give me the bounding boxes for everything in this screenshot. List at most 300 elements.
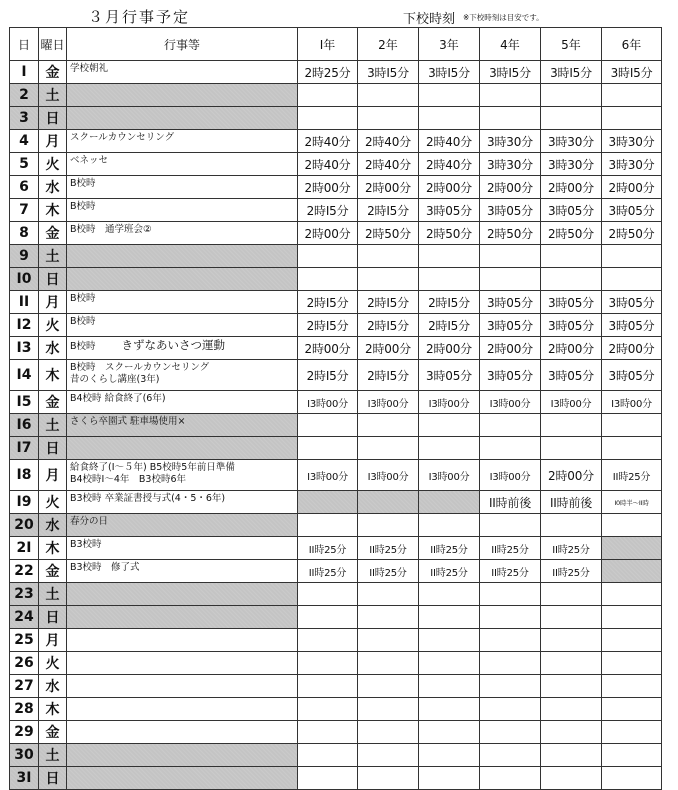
grade-6-time-cell: [602, 767, 662, 790]
grade-5-time-cell: [541, 629, 602, 652]
col-header-weekday: 曜日: [39, 28, 67, 61]
grade-6-time-cell: [602, 437, 662, 460]
grade-1-time-cell: [298, 767, 358, 790]
grade-5-time-cell: [541, 107, 602, 130]
day-cell: 20: [10, 514, 39, 537]
grade-6-time-cell: 3時05分: [602, 314, 662, 337]
grade-3-time-cell: [419, 414, 480, 437]
grade-3-time-cell: ⅠⅠ時25分: [419, 537, 480, 560]
col-header-grade-5: 5年: [541, 28, 602, 61]
day-cell: 29: [10, 721, 39, 744]
grade-4-time-cell: Ⅰ3時00分: [480, 460, 541, 491]
grade-1-time-cell: [298, 629, 358, 652]
table-row: [10, 130, 662, 153]
grade-5-time-cell: ⅠⅠ時25分: [541, 560, 602, 583]
day-cell: 30: [10, 744, 39, 767]
schedule-table: [9, 27, 662, 790]
table-row: [10, 744, 662, 767]
grade-3-time-cell: [419, 84, 480, 107]
table-row: [10, 437, 662, 460]
event-cell: [67, 153, 298, 176]
event-cell: [67, 514, 298, 537]
grade-5-time-cell: [541, 245, 602, 268]
grade-2-time-cell: [358, 767, 419, 790]
grade-1-time-cell: [298, 245, 358, 268]
grade-4-time-cell: [480, 84, 541, 107]
grade-1-time-cell: [298, 652, 358, 675]
grade-3-time-cell: 3時05分: [419, 199, 480, 222]
grade-1-time-cell: [298, 675, 358, 698]
weekday-cell: 日: [39, 606, 67, 629]
grade-5-time-cell: [541, 698, 602, 721]
grade-4-time-cell: 3時Ⅰ5分: [480, 61, 541, 84]
grade-1-time-cell: [298, 107, 358, 130]
grade-3-time-cell: 2時Ⅰ5分: [419, 314, 480, 337]
day-cell: 9: [10, 245, 39, 268]
event-cell: [67, 698, 298, 721]
event-text: 学校朝礼: [70, 63, 109, 74]
grade-3-time-cell: [419, 514, 480, 537]
weekday-cell: 水: [39, 675, 67, 698]
event-cell: [67, 222, 298, 245]
day-cell: 23: [10, 583, 39, 606]
grade-4-time-cell: [480, 675, 541, 698]
grade-5-time-cell: ⅠⅠ時前後: [541, 491, 602, 514]
grade-2-time-cell: ⅠⅠ時25分: [358, 537, 419, 560]
day-cell: 4: [10, 130, 39, 153]
table-row: [10, 606, 662, 629]
event-text: B校時: [70, 341, 96, 352]
grade-3-time-cell: 2時00分: [419, 176, 480, 199]
grade-3-time-cell: ⅠⅠ時25分: [419, 560, 480, 583]
grade-4-time-cell: 2時50分: [480, 222, 541, 245]
grade-5-time-cell: 3時05分: [541, 360, 602, 391]
grade-3-time-cell: 2時Ⅰ5分: [419, 291, 480, 314]
grade-1-time-cell: [298, 721, 358, 744]
table-row: [10, 391, 662, 414]
table-row: [10, 337, 662, 360]
grade-1-time-cell: 2時00分: [298, 176, 358, 199]
grade-3-time-cell: [419, 721, 480, 744]
event-cell: [67, 767, 298, 790]
weekday-cell: 火: [39, 652, 67, 675]
grade-1-time-cell: ⅠⅠ時25分: [298, 537, 358, 560]
grade-6-time-cell: [602, 414, 662, 437]
grade-4-time-cell: [480, 583, 541, 606]
weekday-cell: 月: [39, 629, 67, 652]
grade-5-time-cell: [541, 268, 602, 291]
grade-3-time-cell: [419, 606, 480, 629]
grade-2-time-cell: [358, 583, 419, 606]
weekday-cell: 木: [39, 537, 67, 560]
grade-5-time-cell: [541, 606, 602, 629]
event-text: B校時: [70, 316, 96, 327]
event-cell: [67, 314, 298, 337]
grade-6-time-cell: [602, 744, 662, 767]
weekday-cell: 水: [39, 514, 67, 537]
weekday-cell: 土: [39, 414, 67, 437]
grade-1-time-cell: [298, 698, 358, 721]
grade-2-time-cell: 2時00分: [358, 337, 419, 360]
weekday-cell: 月: [39, 291, 67, 314]
weekday-cell: 月: [39, 130, 67, 153]
event-text: B校時: [70, 201, 96, 212]
grade-2-time-cell: 3時Ⅰ5分: [358, 61, 419, 84]
grade-2-time-cell: [358, 744, 419, 767]
grade-3-time-cell: 3時05分: [419, 360, 480, 391]
grade-1-time-cell: 2時25分: [298, 61, 358, 84]
event-text: B4校時 給食終了(6年): [70, 393, 166, 404]
weekday-cell: 木: [39, 360, 67, 391]
grade-1-time-cell: [298, 437, 358, 460]
day-cell: Ⅰ: [10, 61, 39, 84]
grade-2-time-cell: [358, 84, 419, 107]
grade-6-time-cell: Ⅰ3時00分: [602, 391, 662, 414]
weekday-cell: 月: [39, 460, 67, 491]
grade-5-time-cell: [541, 652, 602, 675]
weekday-cell: 日: [39, 268, 67, 291]
grade-5-time-cell: 3時Ⅰ5分: [541, 61, 602, 84]
weekday-cell: 金: [39, 721, 67, 744]
grade-2-time-cell: [358, 245, 419, 268]
page-title: ３月行事予定: [88, 8, 191, 26]
day-cell: Ⅰ6: [10, 414, 39, 437]
event-cell: [67, 130, 298, 153]
grade-5-time-cell: 2時00分: [541, 460, 602, 491]
event-cell: [67, 414, 298, 437]
weekday-cell: 土: [39, 84, 67, 107]
event-cell: [67, 199, 298, 222]
grade-5-time-cell: [541, 767, 602, 790]
table-row: [10, 222, 662, 245]
grade-6-time-cell: [602, 84, 662, 107]
table-row: [10, 491, 662, 514]
event-text: B校時 通学班会②: [70, 224, 152, 235]
day-cell: 22: [10, 560, 39, 583]
event-text: B校時 スクールカウンセリング: [70, 362, 210, 373]
grade-3-time-cell: [419, 268, 480, 291]
grade-6-time-cell: [602, 583, 662, 606]
grade-6-time-cell: [602, 268, 662, 291]
grade-1-time-cell: [298, 268, 358, 291]
table-row: [10, 291, 662, 314]
event-cell: [67, 107, 298, 130]
grade-2-time-cell: 2時50分: [358, 222, 419, 245]
grade-4-time-cell: [480, 652, 541, 675]
grade-5-time-cell: [541, 744, 602, 767]
day-cell: Ⅰ8: [10, 460, 39, 491]
grade-2-time-cell: 2時Ⅰ5分: [358, 291, 419, 314]
table-row: [10, 537, 662, 560]
grade-4-time-cell: 3時05分: [480, 360, 541, 391]
grade-2-time-cell: [358, 491, 419, 514]
weekday-cell: 火: [39, 314, 67, 337]
day-cell: 2Ⅰ: [10, 537, 39, 560]
day-cell: Ⅰ0: [10, 268, 39, 291]
col-header-event: 行事等: [67, 28, 298, 61]
grade-5-time-cell: [541, 437, 602, 460]
grade-3-time-cell: [419, 245, 480, 268]
grade-6-time-cell: [602, 698, 662, 721]
grade-4-time-cell: ⅠⅠ時前後: [480, 491, 541, 514]
event-cell: [67, 245, 298, 268]
grade-2-time-cell: [358, 675, 419, 698]
grade-6-time-cell: [602, 107, 662, 130]
grade-4-time-cell: 3時05分: [480, 314, 541, 337]
grade-2-time-cell: [358, 268, 419, 291]
grade-3-time-cell: [419, 675, 480, 698]
grade-5-time-cell: 2時50分: [541, 222, 602, 245]
col-header-grade-6: 6年: [602, 28, 662, 61]
grade-2-time-cell: ⅠⅠ時25分: [358, 560, 419, 583]
grade-6-time-cell: [602, 245, 662, 268]
grade-1-time-cell: 2時Ⅰ5分: [298, 291, 358, 314]
day-cell: Ⅰ4: [10, 360, 39, 391]
table-row: [10, 314, 662, 337]
event-text: さくら卒園式 駐車場使用×: [70, 416, 186, 427]
weekday-cell: 土: [39, 583, 67, 606]
grade-5-time-cell: 3時05分: [541, 291, 602, 314]
day-cell: 25: [10, 629, 39, 652]
grade-1-time-cell: 2時Ⅰ5分: [298, 199, 358, 222]
grade-4-time-cell: 3時30分: [480, 153, 541, 176]
grade-3-time-cell: 3時Ⅰ5分: [419, 61, 480, 84]
weekday-cell: 金: [39, 391, 67, 414]
grade-1-time-cell: [298, 84, 358, 107]
event-text: B3校時 卒業証書授与式(4・5・6年): [70, 493, 226, 504]
event-cell: [67, 491, 298, 514]
event-cell: [67, 337, 298, 360]
grade-5-time-cell: [541, 675, 602, 698]
grade-4-time-cell: ⅠⅠ時25分: [480, 560, 541, 583]
day-cell: 2: [10, 84, 39, 107]
grade-5-time-cell: 3時05分: [541, 199, 602, 222]
day-cell: 5: [10, 153, 39, 176]
grade-1-time-cell: 2時Ⅰ5分: [298, 360, 358, 391]
day-cell: ⅠⅠ: [10, 291, 39, 314]
weekday-cell: 水: [39, 337, 67, 360]
grade-3-time-cell: [419, 583, 480, 606]
grade-3-time-cell: [419, 652, 480, 675]
event-text: 春分の日: [70, 516, 109, 527]
grade-2-time-cell: [358, 698, 419, 721]
table-row: [10, 560, 662, 583]
weekday-cell: 日: [39, 767, 67, 790]
grade-5-time-cell: Ⅰ3時00分: [541, 391, 602, 414]
event-text-line2: B4校時Ⅰ～4年 B3校時6年: [70, 474, 187, 485]
grade-6-time-cell: 3時30分: [602, 130, 662, 153]
event-cell: [67, 629, 298, 652]
grade-4-time-cell: [480, 629, 541, 652]
event-extra-text: きずなあいさつ運動: [121, 338, 226, 352]
grade-1-time-cell: 2時00分: [298, 222, 358, 245]
grade-1-time-cell: [298, 514, 358, 537]
event-cell: [67, 583, 298, 606]
grade-5-time-cell: 2時00分: [541, 337, 602, 360]
event-text: B3校時 修了式: [70, 562, 140, 573]
event-text: スクールカウンセリング: [70, 132, 175, 143]
grade-3-time-cell: [419, 698, 480, 721]
weekday-cell: 火: [39, 153, 67, 176]
grade-6-time-cell: [602, 675, 662, 698]
table-row: [10, 360, 662, 391]
grade-2-time-cell: [358, 437, 419, 460]
event-cell: [67, 291, 298, 314]
grade-6-time-cell: [602, 514, 662, 537]
col-header-grade-3: 3年: [419, 28, 480, 61]
grade-2-time-cell: 2時Ⅰ5分: [358, 360, 419, 391]
grade-2-time-cell: [358, 514, 419, 537]
grade-1-time-cell: [298, 606, 358, 629]
day-cell: Ⅰ9: [10, 491, 39, 514]
grade-4-time-cell: 3時05分: [480, 291, 541, 314]
grade-4-time-cell: [480, 107, 541, 130]
grade-6-time-cell: [602, 537, 662, 560]
table-row: [10, 698, 662, 721]
grade-3-time-cell: Ⅰ3時00分: [419, 391, 480, 414]
grade-4-time-cell: [480, 698, 541, 721]
grade-6-time-cell: 3時Ⅰ5分: [602, 61, 662, 84]
event-cell: [67, 744, 298, 767]
table-row: [10, 107, 662, 130]
grade-5-time-cell: [541, 84, 602, 107]
weekday-cell: 水: [39, 176, 67, 199]
grade-6-time-cell: 2時50分: [602, 222, 662, 245]
grade-5-time-cell: ⅠⅠ時25分: [541, 537, 602, 560]
grade-4-time-cell: [480, 767, 541, 790]
table-row: [10, 675, 662, 698]
grade-2-time-cell: 2時Ⅰ5分: [358, 199, 419, 222]
grade-5-time-cell: [541, 721, 602, 744]
event-cell: [67, 721, 298, 744]
grade-3-time-cell: 2時40分: [419, 153, 480, 176]
dismissal-time-note: ※下校時刻は目安です。: [463, 13, 544, 22]
day-cell: 24: [10, 606, 39, 629]
table-row: [10, 767, 662, 790]
grade-5-time-cell: 2時00分: [541, 176, 602, 199]
day-cell: 3Ⅰ: [10, 767, 39, 790]
grade-1-time-cell: 2時40分: [298, 130, 358, 153]
day-cell: 3: [10, 107, 39, 130]
event-cell: [67, 268, 298, 291]
grade-1-time-cell: ⅠⅠ時25分: [298, 560, 358, 583]
table-row: [10, 84, 662, 107]
grade-2-time-cell: [358, 107, 419, 130]
day-cell: Ⅰ7: [10, 437, 39, 460]
grade-3-time-cell: Ⅰ3時00分: [419, 460, 480, 491]
grade-4-time-cell: [480, 414, 541, 437]
grade-2-time-cell: [358, 414, 419, 437]
day-cell: Ⅰ5: [10, 391, 39, 414]
weekday-cell: 日: [39, 437, 67, 460]
day-cell: 26: [10, 652, 39, 675]
header-row: [10, 28, 662, 61]
day-cell: 28: [10, 698, 39, 721]
table-row: [10, 460, 662, 491]
grade-6-time-cell: 3時05分: [602, 291, 662, 314]
grade-4-time-cell: 2時00分: [480, 176, 541, 199]
grade-4-time-cell: [480, 437, 541, 460]
weekday-cell: 金: [39, 222, 67, 245]
grade-1-time-cell: 2時Ⅰ5分: [298, 314, 358, 337]
grade-6-time-cell: [602, 652, 662, 675]
grade-3-time-cell: [419, 107, 480, 130]
event-text: 給食終了(Ⅰ～５年) B5校時5年前日準備: [70, 462, 235, 473]
grade-5-time-cell: [541, 414, 602, 437]
grade-4-time-cell: Ⅰ3時00分: [480, 391, 541, 414]
event-cell: [67, 537, 298, 560]
table-row: [10, 514, 662, 537]
grade-1-time-cell: [298, 583, 358, 606]
col-header-day: 日: [10, 28, 39, 61]
weekday-cell: 金: [39, 61, 67, 84]
weekday-cell: 土: [39, 245, 67, 268]
grade-4-time-cell: 3時05分: [480, 199, 541, 222]
event-text: B校時: [70, 293, 96, 304]
grade-4-time-cell: [480, 721, 541, 744]
grade-6-time-cell: [602, 629, 662, 652]
grade-2-time-cell: 2時Ⅰ5分: [358, 314, 419, 337]
grade-4-time-cell: 2時00分: [480, 337, 541, 360]
table-row: [10, 61, 662, 84]
grade-6-time-cell: 3時30分: [602, 153, 662, 176]
table-row: [10, 245, 662, 268]
grade-3-time-cell: [419, 629, 480, 652]
table-row: [10, 176, 662, 199]
event-cell: [67, 360, 298, 391]
grade-5-time-cell: 3時30分: [541, 130, 602, 153]
event-text-line2: 昔のくらし講座(3年): [70, 374, 160, 385]
weekday-cell: 木: [39, 698, 67, 721]
grade-3-time-cell: 2時00分: [419, 337, 480, 360]
grade-2-time-cell: Ⅰ3時00分: [358, 460, 419, 491]
table-row: [10, 414, 662, 437]
grade-1-time-cell: [298, 491, 358, 514]
grade-1-time-cell: 2時40分: [298, 153, 358, 176]
grade-4-time-cell: ⅠⅠ時25分: [480, 537, 541, 560]
day-cell: 8: [10, 222, 39, 245]
grade-2-time-cell: 2時00分: [358, 176, 419, 199]
grade-3-time-cell: 2時50分: [419, 222, 480, 245]
grade-5-time-cell: [541, 514, 602, 537]
grade-6-time-cell: 3時05分: [602, 360, 662, 391]
grade-1-time-cell: [298, 744, 358, 767]
col-header-grade-2: 2年: [358, 28, 419, 61]
weekday-cell: 日: [39, 107, 67, 130]
day-cell: Ⅰ3: [10, 337, 39, 360]
grade-6-time-cell: 2時00分: [602, 176, 662, 199]
event-text: B校時: [70, 178, 96, 189]
event-cell: [67, 84, 298, 107]
grade-6-time-cell: [602, 606, 662, 629]
col-header-grade-1: Ⅰ年: [298, 28, 358, 61]
event-cell: [67, 560, 298, 583]
grade-5-time-cell: 3時05分: [541, 314, 602, 337]
table-row: [10, 199, 662, 222]
event-cell: [67, 460, 298, 491]
grade-6-time-cell: [602, 560, 662, 583]
day-cell: 6: [10, 176, 39, 199]
table-row: [10, 721, 662, 744]
grade-3-time-cell: [419, 491, 480, 514]
grade-6-time-cell: ⅠⅠ時25分: [602, 460, 662, 491]
grade-6-time-cell: 3時05分: [602, 199, 662, 222]
grade-1-time-cell: 2時00分: [298, 337, 358, 360]
event-cell: [67, 437, 298, 460]
dismissal-time-label: 下校時刻: [403, 12, 456, 27]
grade-3-time-cell: [419, 744, 480, 767]
grade-6-time-cell: Ⅰ0時半～ⅠⅠ時: [602, 491, 662, 514]
